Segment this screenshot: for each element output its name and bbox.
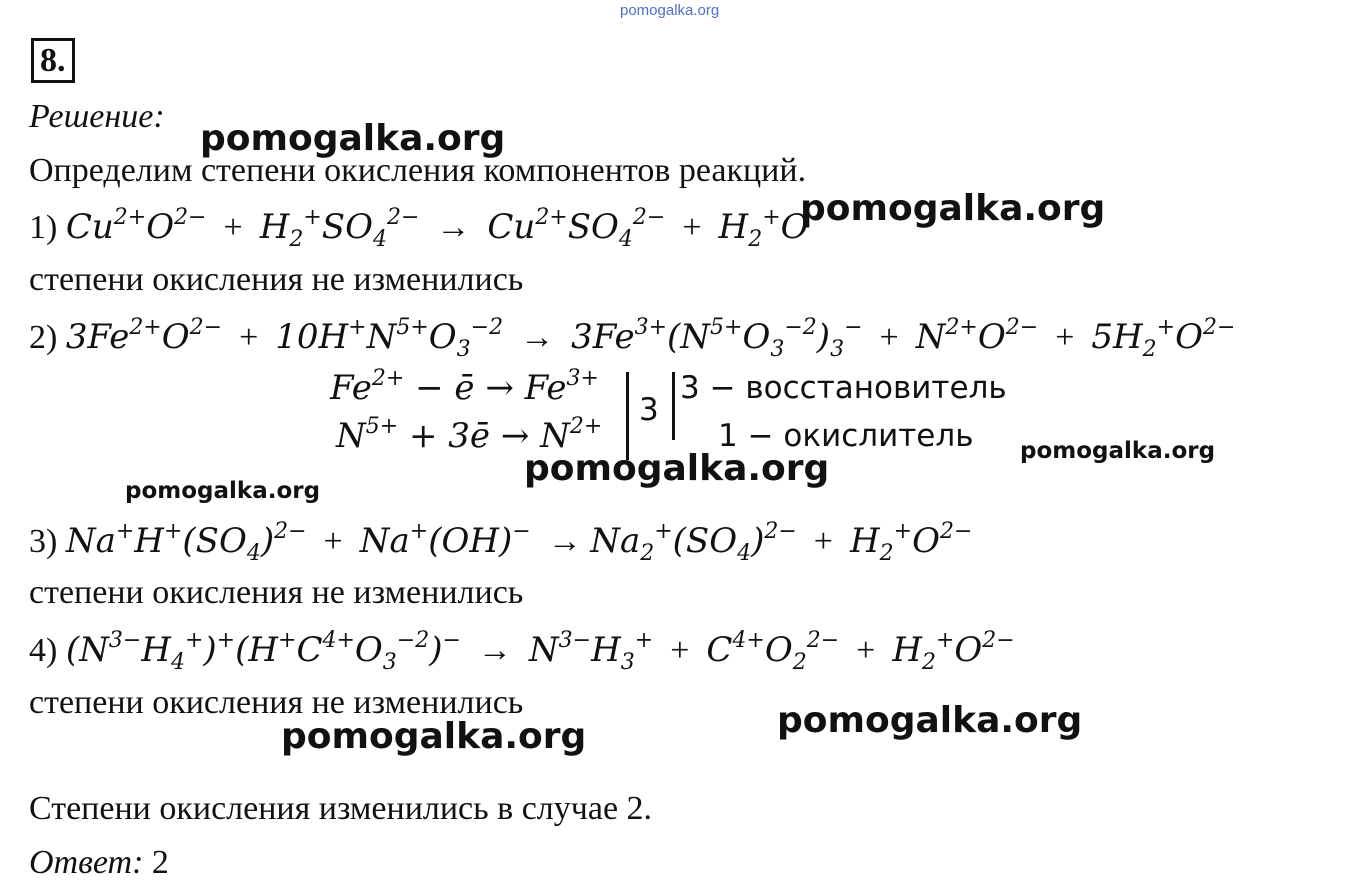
no-change-4: степени окисления не изменились xyxy=(29,684,524,721)
conclusion-text: Степени окисления изменились в случае 2. xyxy=(29,790,653,827)
equation-2: 2) $3Fe^{2+}O^{2-} + 10H^+N^{5+}O_3^{-2} \to 3Fe^{3+}(N^{5+}O_3^{-2})_3^- + N^{2+}O^{2-} + 5H_2^+O^{2-}$ xyxy=(29,315,1236,362)
equation-4: 4) $(N^{3-}H_4^+)^+(H^+C^{4+}O_3^{-2})^- \to N^{3-}H_3^+ + C^{4+}O_2^{2-} + H_2^+O^{2-}$ xyxy=(29,628,1015,675)
equation-4-label: 4) xyxy=(29,632,58,669)
balance-multiplier: 3 xyxy=(639,392,659,428)
equation-3: 3) $Na^+H^+(SO_4)^{2-} + Na^+(OH)^- \to Na_2^+(SO_4)^{2-} + H_2^+O^{2-}$ xyxy=(29,519,973,566)
watermark-4: pomogalka.org xyxy=(524,448,830,489)
balance-fe-role: 3 − восстановитель xyxy=(680,370,1007,406)
equation-2-label: 2) xyxy=(29,319,58,356)
watermark-5: pomogalka.org xyxy=(125,478,321,504)
no-change-3: степени окисления не изменились xyxy=(29,574,524,611)
watermark-6: pomogalka.org xyxy=(777,700,1083,741)
no-change-1: степени окисления не изменились xyxy=(29,261,524,298)
answer-label: Ответ: xyxy=(29,844,144,881)
balance-divider-1 xyxy=(626,372,629,460)
watermark-1: pomogalka.org xyxy=(200,118,506,159)
watermark-2: pomogalka.org xyxy=(800,188,1106,229)
balance-n-role: 1 − окислитель xyxy=(718,418,974,454)
balance-divider-2 xyxy=(672,372,675,440)
equation-1: 1) $Cu^{2+}O^{2-} + H_2^+SO_4^{2-} \to Cu^{2+}SO_4^{2-} + H_2^+O$ xyxy=(29,205,809,252)
watermark-7: pomogalka.org xyxy=(281,716,587,757)
watermark-3: pomogalka.org xyxy=(1020,438,1216,464)
task-number: 8. xyxy=(31,38,75,83)
intro-text: Определим степени окисления компонентов реакций. xyxy=(29,152,807,189)
balance-fe-half: $Fe^{2+}$ − ē → $Fe^{3+}$ xyxy=(330,366,599,408)
answer-value: 2 xyxy=(151,844,169,881)
solution-label: Решение: xyxy=(29,98,165,135)
equation-1-label: 1) xyxy=(29,209,58,246)
top-watermark: pomogalka.org xyxy=(620,2,720,19)
answer-line xyxy=(29,843,169,883)
equation-3-label: 3) xyxy=(29,523,58,560)
balance-n-half: $N^{5+}$ + 3ē → $N^{2+}$ xyxy=(336,414,603,456)
